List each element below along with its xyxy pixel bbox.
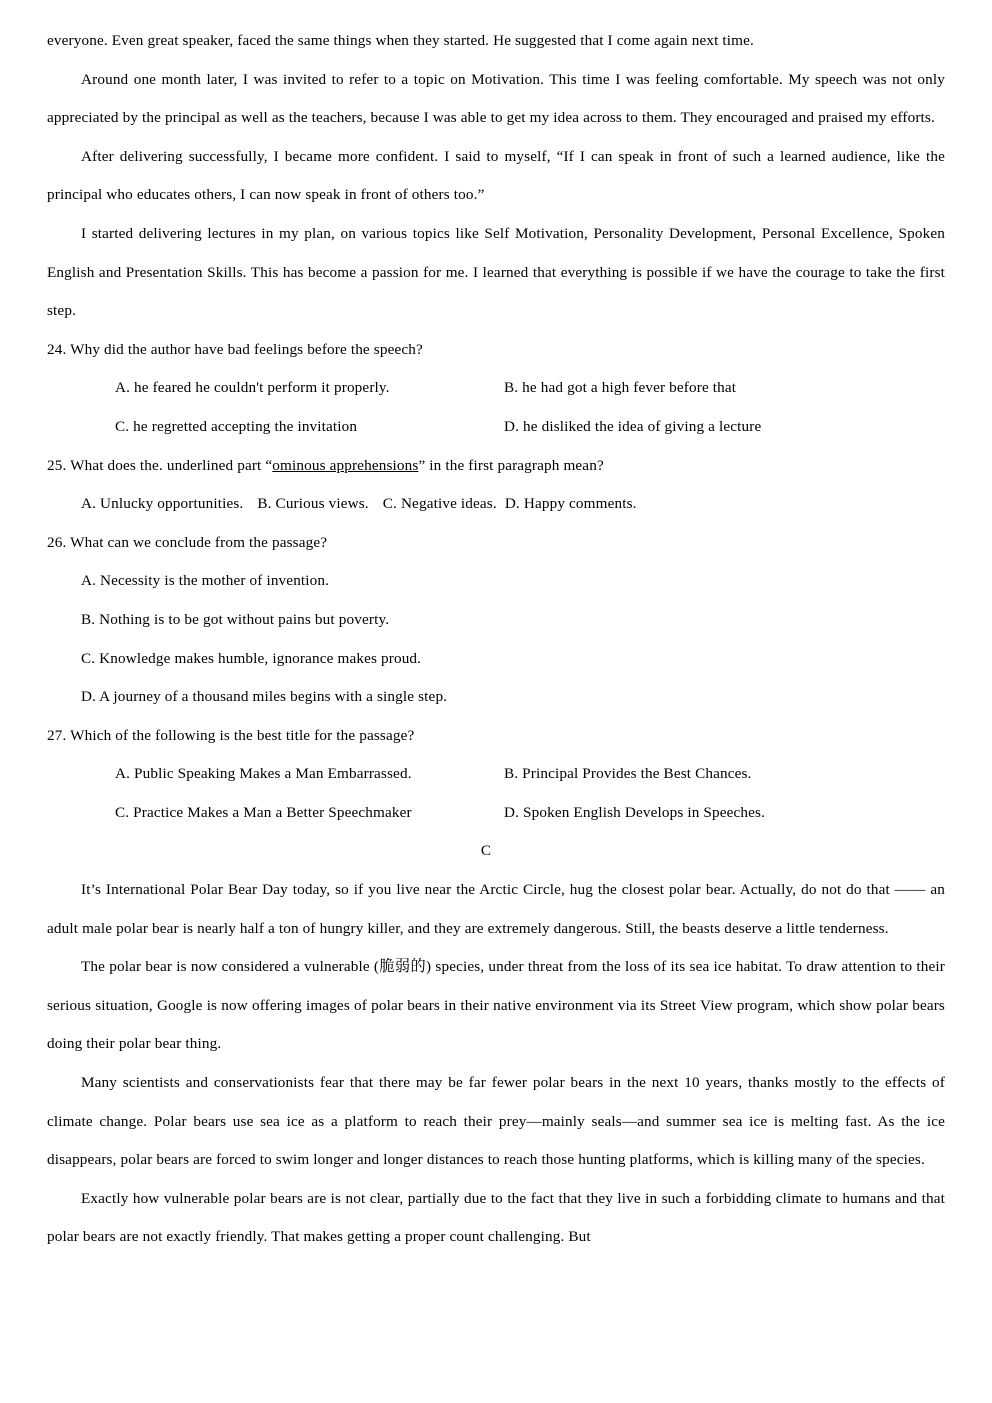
option-d[interactable]: D. he disliked the idea of giving a lecture xyxy=(504,417,762,435)
option-c[interactable]: C. he regretted accepting the invitation xyxy=(115,417,358,435)
question-27-options xyxy=(47,755,945,832)
section-letter: C xyxy=(480,842,492,860)
option-c[interactable]: C. Knowledge makes humble, ignorance makes proud. xyxy=(81,649,422,667)
paragraph: The polar bear is now considered a vulnerable (脆弱的) species, under threat from the loss of its sea ice habitat. To draw attention to their serious situation, Google is now offering images of polar bears in their native environment via its Street View program, which show polar bears doing their polar bear thing. xyxy=(47,958,945,1053)
option-row xyxy=(81,408,945,447)
option-b[interactable]: B. Nothing is to be got without pains but poverty. xyxy=(81,610,390,628)
paragraph: Around one month later, I was invited to refer to a topic on Motivation. This time I was feeling comfortable. My speech was not only appreciated by the principal as well as the teachers, because I was able to get my idea across to them. They encouraged and praised my efforts. xyxy=(47,70,945,127)
question-25-stem-post: ” in the first paragraph mean? xyxy=(418,456,604,474)
option-a[interactable]: A. he feared he couldn't perform it properly. xyxy=(115,379,390,397)
option-d[interactable]: D. A journey of a thousand miles begins with a single step. xyxy=(81,688,448,706)
paragraph: Exactly how vulnerable polar bears are is not clear, partially due to the fact that they live in such a forbidding climate to humans and that polar bears are not exactly friendly. That makes getting a proper count challenging. But xyxy=(47,1189,945,1246)
paragraph: It’s International Polar Bear Day today, so if you live near the Arctic Circle, hug the closest polar bear. Actually, do not do that —— an adult male polar bear is nearly half a ton of hungry killer, and they are extremely dangerous. Still, the beasts deserve a little tenderness. xyxy=(47,881,945,937)
option-a[interactable]: A. Unlucky opportunities. xyxy=(81,495,244,513)
option-c[interactable]: C. Negative ideas. xyxy=(382,495,497,513)
option-row xyxy=(81,755,945,794)
question-25-stem xyxy=(47,447,945,486)
paragraph: Many scientists and conservationists fear that there may be far fewer polar bears in the next 10 years, thanks mostly to the effects of climate change. Polar bears use sea ice as a platform to reach their prey—mainly seals—and summer sea ice is melting fast. As the ice disappears, polar bears are forced to swim longer and longer distances to reach those hunting platforms, which is killing many of the species. xyxy=(47,1074,945,1169)
option-a[interactable]: A. Public Speaking Makes a Man Embarrassed. xyxy=(115,765,412,783)
option-c[interactable]: C. Practice Makes a Man a Better Speechmaker xyxy=(115,803,412,821)
option-b[interactable]: B. Curious views. xyxy=(257,495,369,513)
paragraph-continuation: everyone. Even great speaker, faced the same things when they started. He suggested that I come again next time. xyxy=(47,32,754,49)
option-a[interactable]: A. Necessity is the mother of invention. xyxy=(81,572,330,590)
option-d[interactable]: D. Spoken English Develops in Speeches. xyxy=(504,803,766,821)
question-25-underlined-phrase: ominous apprehensions xyxy=(272,456,419,474)
paragraph: I started delivering lectures in my plan, on various topics like Self Motivation, Personality Development, Personal Excellence, Spoken English and Presentation Skills. This has become a passion for me. I learned that everything is possible if we have the courage to take the first step. xyxy=(47,224,945,320)
option-b[interactable]: B. Principal Provides the Best Chances. xyxy=(504,765,752,783)
option-row xyxy=(81,794,945,833)
question-27-stem: 27. Which of the following is the best title for the passage? xyxy=(47,726,415,744)
option-b[interactable]: B. he had got a high fever before that xyxy=(504,379,737,397)
question-25-stem-pre: 25. What does the. underlined part “ xyxy=(47,456,273,474)
option-d[interactable]: D. Happy comments. xyxy=(504,495,637,513)
option-row xyxy=(81,369,945,408)
question-26-stem: 26. What can we conclude from the passage? xyxy=(47,533,328,551)
paragraph: After delivering successfully, I became more confident. I said to myself, “If I can speak in front of such a learned audience, like the principal who educates others, I can now speak in front of others too.” xyxy=(47,147,945,204)
question-24-options xyxy=(47,369,945,446)
question-25-options xyxy=(47,485,945,524)
question-24-stem: 24. Why did the author have bad feelings before the speech? xyxy=(47,340,423,358)
